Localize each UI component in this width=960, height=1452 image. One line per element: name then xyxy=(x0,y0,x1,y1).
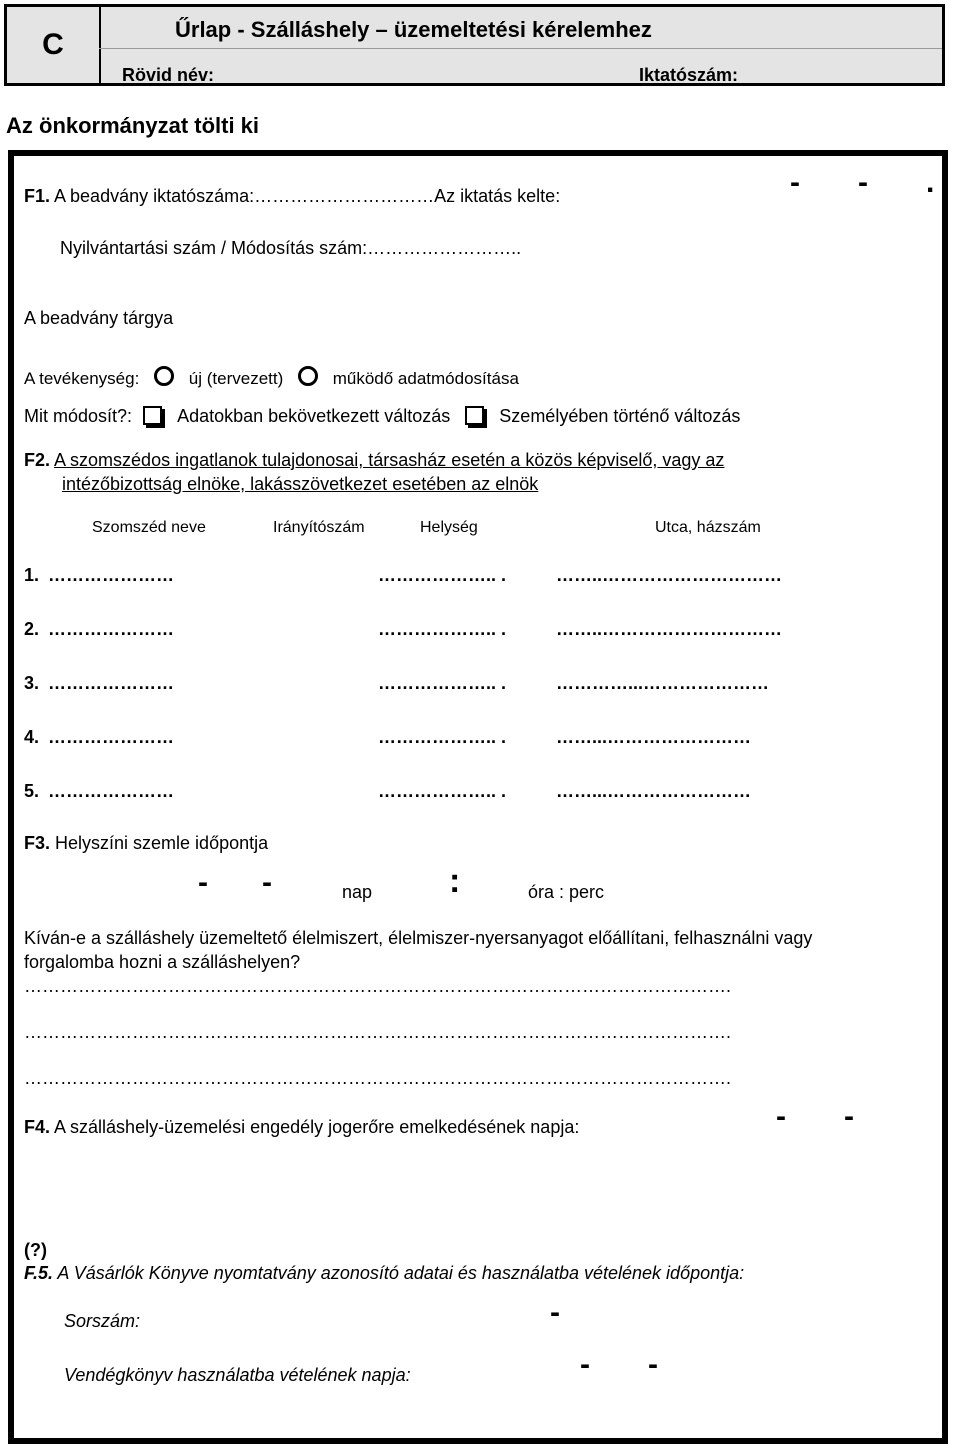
f2-line1 xyxy=(24,450,724,471)
food-answer-line-2[interactable]: ………………………………………………………………………………………………………. xyxy=(24,1022,732,1042)
neighbor-name-field[interactable]: ………………… xyxy=(48,727,174,747)
neighbor-name-field[interactable]: ………………… xyxy=(48,781,174,801)
serial-label: Sorszám: xyxy=(64,1311,141,1331)
neighbor-name-field[interactable]: ………………… xyxy=(48,565,174,585)
f3-time-label: óra : perc xyxy=(528,882,605,902)
f5-line xyxy=(24,1263,744,1284)
neighbor-zip-city-field[interactable]: ……………….. . xyxy=(378,619,507,639)
form-title: Űrlap - Szálláshely – üzemeltetési kérelemhez xyxy=(175,17,652,42)
neighbor-row-number: 3. xyxy=(24,673,40,693)
f4-date-sep-1: - xyxy=(776,1100,786,1133)
food-answer-line-1[interactable]: ………………………………………………………………………………………………………. xyxy=(24,976,732,996)
f3-line xyxy=(24,833,268,854)
col-city: Helység xyxy=(420,519,478,536)
neighbor-row-number: 2. xyxy=(24,619,40,639)
neighbor-street-field[interactable]: ……...…………………… xyxy=(556,781,752,801)
subject-heading: A beadvány tárgya xyxy=(24,308,174,328)
neighbor-street-field[interactable]: ……...…………………… xyxy=(556,727,752,747)
form-letter: C xyxy=(7,7,101,83)
neighbor-zip-city-field[interactable]: ……………….. . xyxy=(378,673,507,693)
f5-label: F.5. xyxy=(24,1263,54,1283)
f3-date-sep-1: - xyxy=(198,866,208,899)
f3-label: F3. xyxy=(24,833,51,853)
reg-number-label: Iktatószám: xyxy=(639,65,739,85)
radio-existing[interactable] xyxy=(298,366,318,386)
option-new-label: új (tervezett) xyxy=(188,369,284,388)
neighbor-street-field[interactable]: ……..………………………… xyxy=(556,619,783,639)
short-name-label: Rövid név: xyxy=(122,65,215,85)
f3-time-colon: : xyxy=(449,862,461,900)
f2-label: F2. xyxy=(24,450,51,470)
radio-new[interactable] xyxy=(154,366,174,386)
serial-sep: - xyxy=(550,1296,560,1329)
option-existing-label: működő adatmódosítása xyxy=(332,369,519,388)
header-divider xyxy=(99,48,942,49)
modify-row xyxy=(24,406,740,427)
f1-date-sep-1: - xyxy=(790,166,800,199)
neighbor-row-number: 5. xyxy=(24,781,40,801)
neighbor-zip-city-field[interactable]: ……………….. . xyxy=(378,565,507,585)
option-data-change-label: Adatokban bekövetkezett változás xyxy=(177,406,451,426)
food-question-line1: Kíván-e a szálláshely üzemeltető élelmiszert, élelmiszer-nyersanyagot előállítani, felhasználni vagy xyxy=(24,928,813,948)
option-person-change-label: Személyében történő változás xyxy=(499,406,741,426)
f1-label: F1. xyxy=(24,186,51,206)
f4-text: A szálláshely-üzemelési engedély jogerőre emelkedésének napja: xyxy=(50,1117,580,1137)
checkbox-data-change[interactable] xyxy=(143,406,162,425)
activity-row xyxy=(24,366,519,389)
neighbor-name-field[interactable]: ………………… xyxy=(48,619,174,639)
f3-date-sep-2: - xyxy=(262,866,272,899)
col-street: Utca, házszám xyxy=(655,519,761,536)
f4-label: F4. xyxy=(24,1117,51,1137)
f4-date-sep-2: - xyxy=(844,1100,854,1133)
f4-line xyxy=(24,1117,579,1138)
authority-heading: Az önkormányzat tölti ki xyxy=(6,113,260,138)
f1-date-sep-2: - xyxy=(858,166,868,199)
f1-text[interactable]: A beadvány iktatószáma:…………………………Az iktatás kelte: xyxy=(50,186,561,206)
guestbook-date-sep-2: - xyxy=(648,1348,658,1381)
form-header xyxy=(4,4,945,86)
f1-line xyxy=(24,186,560,207)
f3-day-label: nap xyxy=(342,882,373,902)
activity-label: A tevékenység: xyxy=(24,369,140,388)
neighbor-row-number: 4. xyxy=(24,727,40,747)
f2-heading-line1: A szomszédos ingatlanok tulajdonosai, társasház esetén a közös képviselő, vagy az xyxy=(54,450,725,470)
f1-date-sep-3: . xyxy=(926,166,935,199)
guestbook-date-label: Vendégkönyv használatba vételének napja: xyxy=(64,1365,411,1385)
food-question-line2: forgalomba hozni a szálláshelyen? xyxy=(24,952,301,972)
registry-number-line[interactable]: Nyilvántartási szám / Módosítás szám:…………………….. xyxy=(60,238,522,258)
neighbor-name-field[interactable]: ………………… xyxy=(48,673,174,693)
f5-prefix: (?) xyxy=(24,1240,47,1260)
neighbor-row-number: 1. xyxy=(24,565,40,585)
guestbook-date-sep-1: - xyxy=(580,1348,590,1381)
neighbor-street-field[interactable]: …………...………………… xyxy=(556,673,770,693)
f2-heading-line2: intézőbizottság elnöke, lakásszövetkezet esetében az elnök xyxy=(62,474,539,494)
f3-text: Helyszíni szemle időpontja xyxy=(50,833,269,853)
col-neighbor-name: Szomszéd neve xyxy=(92,519,206,536)
neighbor-zip-city-field[interactable]: ……………….. . xyxy=(378,727,507,747)
neighbor-zip-city-field[interactable]: ……………….. . xyxy=(378,781,507,801)
food-answer-line-3[interactable]: ………………………………………………………………………………………………………. xyxy=(24,1068,732,1088)
checkbox-person-change[interactable] xyxy=(465,406,484,425)
modify-label: Mit módosít?: xyxy=(24,406,133,426)
neighbor-street-field[interactable]: ……..………………………… xyxy=(556,565,783,585)
f5-text: A Vásárlók Könyve nyomtatvány azonosító adatai és használatba vételének időpontja: xyxy=(53,1263,745,1283)
col-zip: Irányítószám xyxy=(273,519,365,536)
